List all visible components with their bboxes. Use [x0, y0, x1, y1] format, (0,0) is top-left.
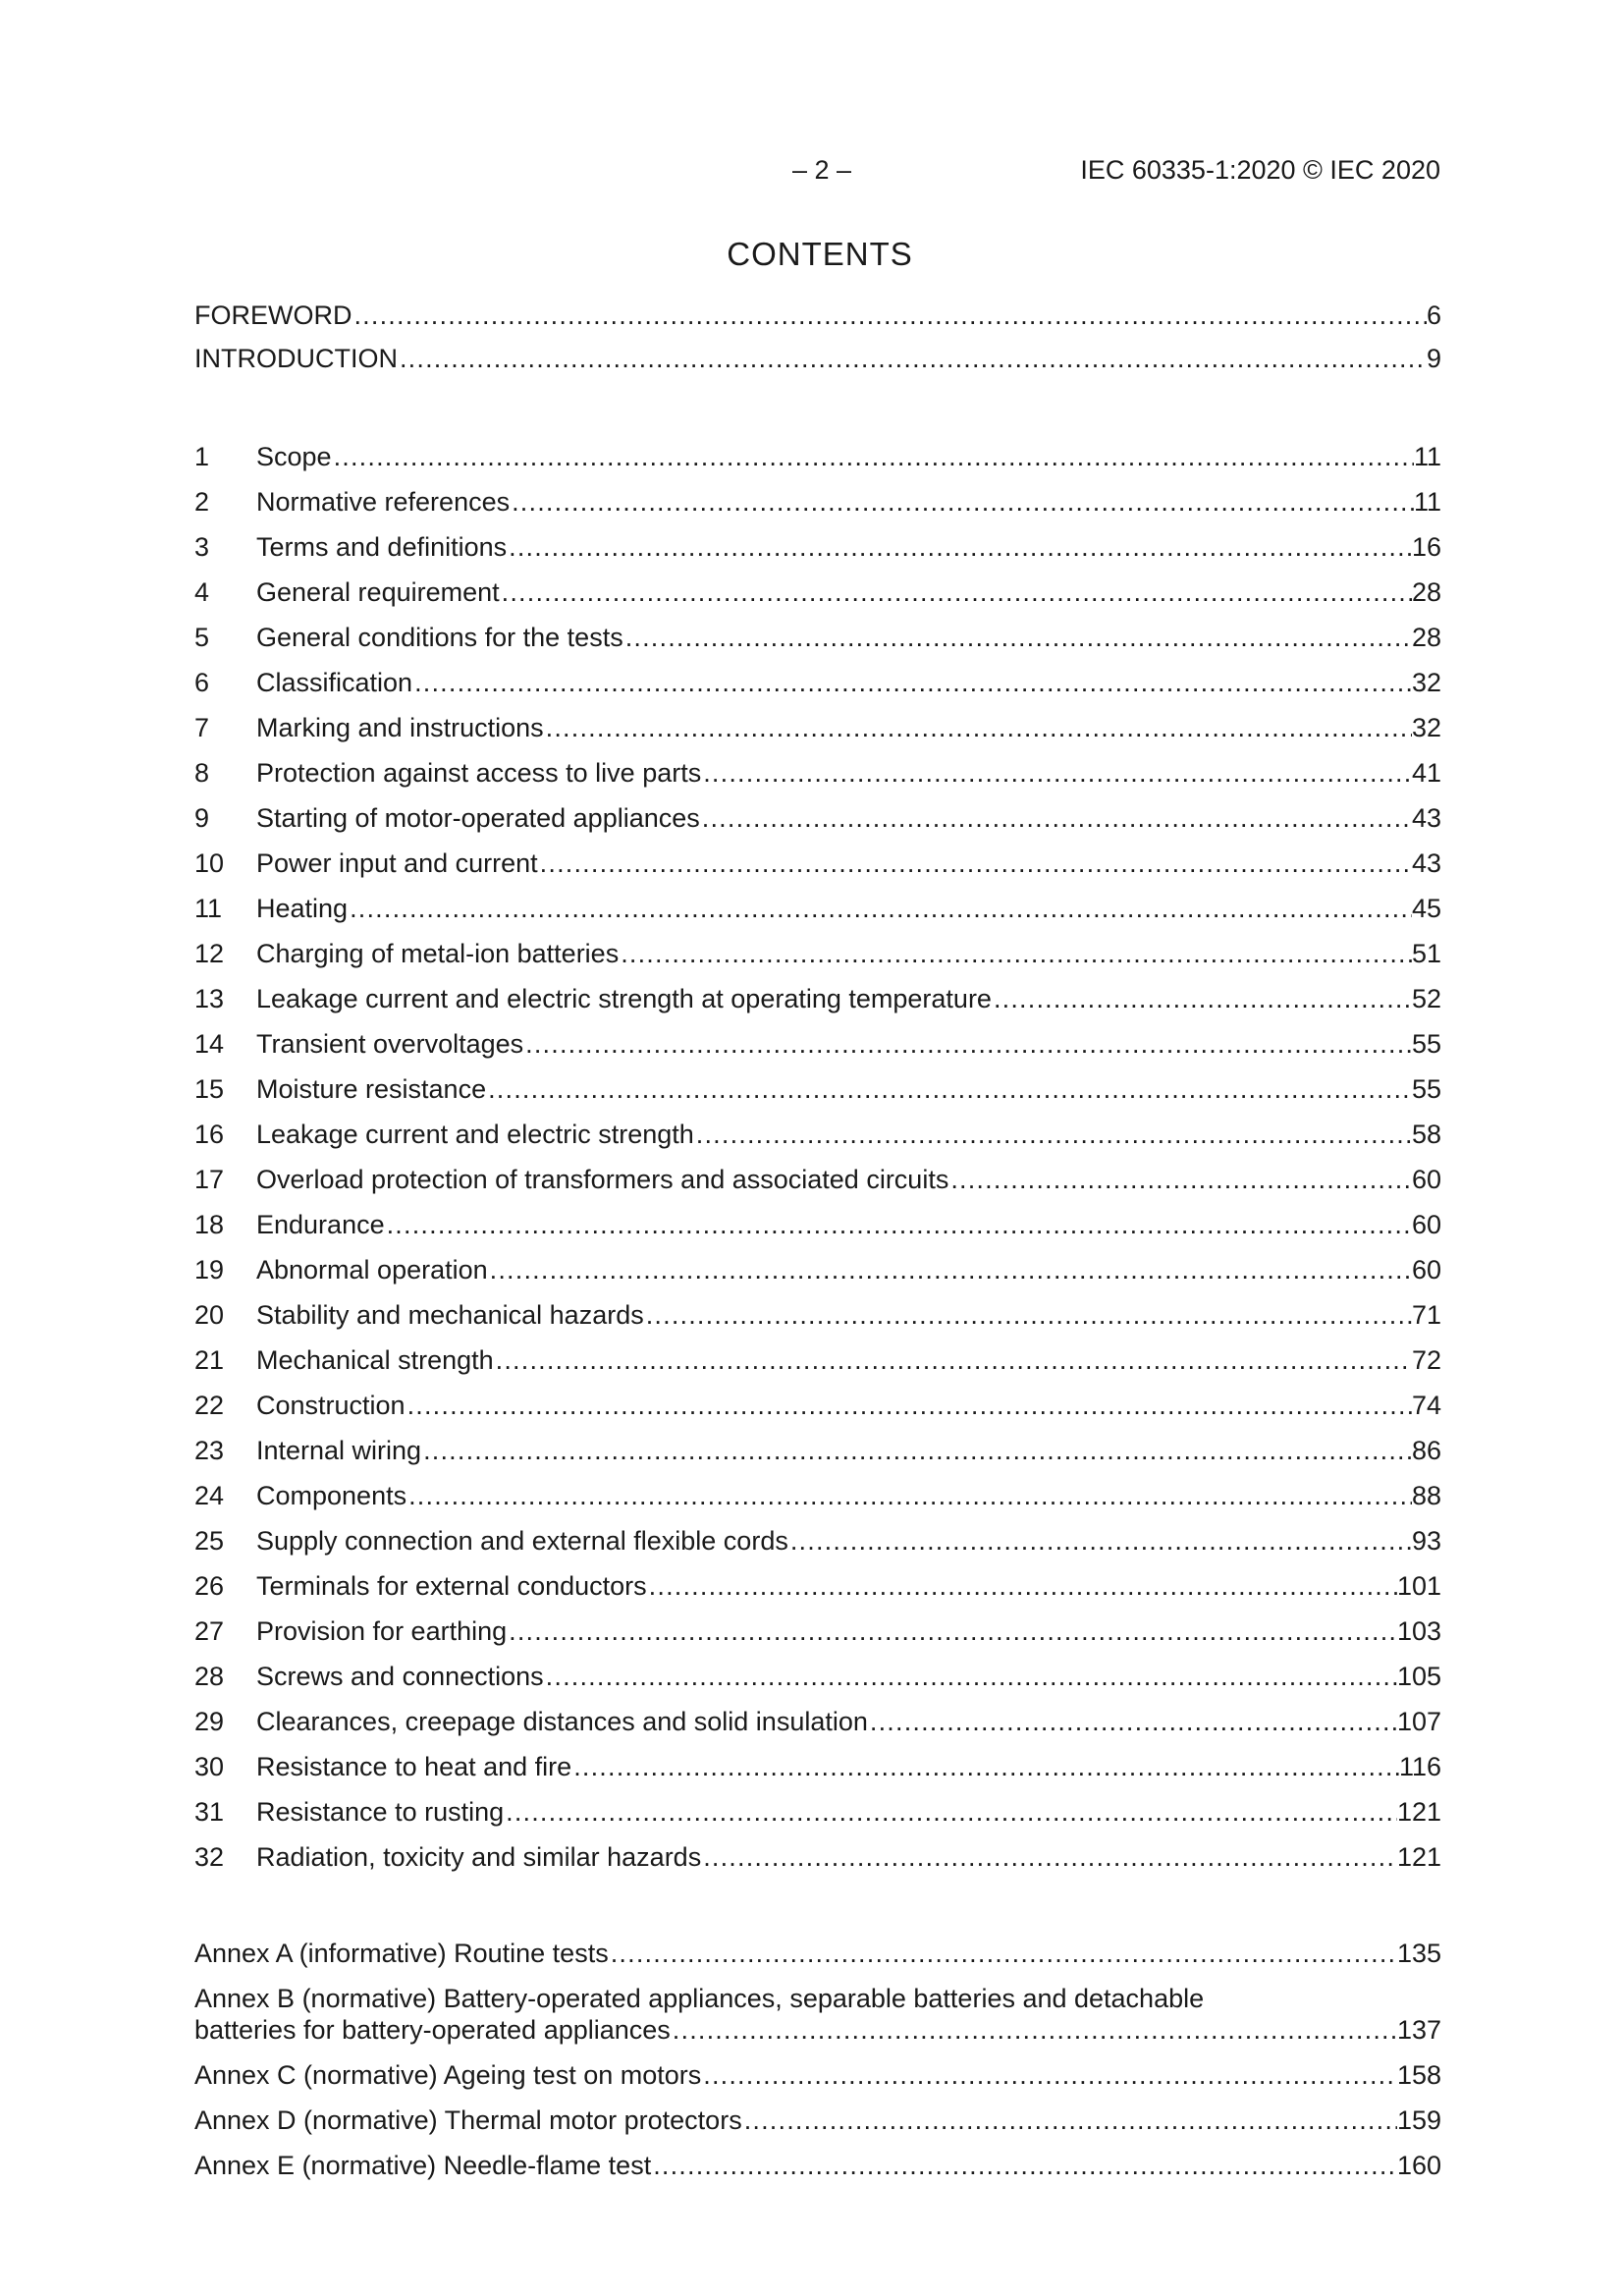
toc-entry-page: 74: [1411, 1391, 1441, 1420]
toc-entry-page: 28: [1411, 623, 1441, 652]
toc-entry-clause[interactable]: [194, 440, 1441, 473]
toc-entry-annex-b[interactable]: [194, 1982, 1441, 2047]
toc-entry-page: 45: [1411, 894, 1441, 923]
toc-entry-title: Leakage current and electric strength at operating temperature: [256, 984, 992, 1013]
toc-entry-number: 5: [194, 623, 210, 652]
toc-entry-number: 19: [194, 1255, 225, 1285]
toc-entry-title: Normative references: [256, 487, 511, 517]
toc-entry-clause[interactable]: [194, 847, 1441, 880]
toc-entry-title: Internal wiring: [256, 1436, 422, 1465]
dot-leader: [544, 1660, 1397, 1693]
toc-entry-page: 52: [1411, 984, 1441, 1013]
dot-leader: [406, 1479, 1412, 1512]
toc-entry-page: 159: [1396, 2105, 1441, 2135]
toc-entry-number: 11: [194, 894, 223, 923]
toc-entry-title: Classification: [256, 668, 413, 697]
dot-leader: [671, 2013, 1397, 2047]
toc-entry-number: 14: [194, 1029, 225, 1059]
toc-entry-title: Transient overvoltages: [256, 1029, 524, 1059]
dot-leader: [500, 575, 1412, 609]
toc-entry-number: 3: [194, 532, 210, 562]
toc-entry-title: Charging of metal-ion batteries: [256, 939, 620, 968]
dot-leader: [494, 1343, 1412, 1377]
toc-entry-number: 7: [194, 713, 210, 742]
dot-leader: [701, 756, 1412, 790]
toc-entry-page: 105: [1396, 1662, 1441, 1691]
toc-entry-title: Scope: [256, 442, 332, 471]
toc-entry-page: 28: [1411, 577, 1441, 607]
toc-entry-number: 9: [194, 803, 210, 833]
toc-entry-page: 107: [1396, 1707, 1441, 1736]
toc-entry-annex-c[interactable]: [194, 2058, 1441, 2092]
dot-leader: [421, 1434, 1412, 1467]
dot-leader: [488, 1253, 1412, 1286]
toc-entry-page: 9: [1426, 344, 1441, 373]
toc-entry-page: 32: [1411, 668, 1441, 697]
dot-leader: [406, 1389, 1412, 1422]
toc-entry-clause[interactable]: [194, 1660, 1441, 1693]
toc-entry-clause[interactable]: [194, 1795, 1441, 1829]
toc-entry-clause[interactable]: [194, 621, 1441, 654]
toc-entry-number: 28: [194, 1662, 225, 1691]
toc-entry-title: FOREWORD: [194, 301, 352, 330]
toc-entry-page: 103: [1396, 1616, 1441, 1646]
toc-entry-clause[interactable]: [194, 1343, 1441, 1377]
toc-entry-title: Terms and definitions: [256, 532, 508, 562]
toc-entry-page: 41: [1411, 758, 1441, 788]
toc-entry-clause[interactable]: [194, 711, 1441, 744]
toc-entry-clause[interactable]: [194, 666, 1441, 699]
toc-entry-clause[interactable]: [194, 892, 1441, 925]
toc-entry-clause[interactable]: [194, 982, 1441, 1015]
toc-entry-introduction[interactable]: [194, 342, 1441, 375]
toc-entry-number: 2: [194, 487, 210, 517]
dot-leader: [398, 342, 1427, 375]
toc-entry-clause[interactable]: [194, 1118, 1441, 1151]
dot-leader: [538, 847, 1412, 880]
toc-entry-title: Radiation, toxicity and similar hazards: [256, 1842, 702, 1872]
toc-entry-clause[interactable]: [194, 1614, 1441, 1648]
dot-leader: [701, 1840, 1397, 1874]
toc-entry-clause[interactable]: [194, 1479, 1441, 1512]
dot-leader: [647, 1569, 1397, 1603]
toc-entry-title: Terminals for external conductors: [256, 1571, 647, 1601]
toc-entry-title: Annex C (normative) Ageing test on motors: [194, 2060, 702, 2090]
toc-entry-page: 71: [1411, 1300, 1441, 1330]
toc-entry-page: 58: [1411, 1120, 1441, 1149]
toc-entry-title: Protection against access to live parts: [256, 758, 702, 788]
toc-entry-clause[interactable]: [194, 530, 1441, 564]
toc-entry-clause[interactable]: [194, 1524, 1441, 1558]
toc-entry-title: Power input and current: [256, 848, 538, 878]
dot-leader: [507, 1614, 1397, 1648]
toc-entry-clause[interactable]: [194, 1027, 1441, 1061]
toc-entry-title: Provision for earthing: [256, 1616, 508, 1646]
toc-entry-title: Resistance to heat and fire: [256, 1752, 572, 1781]
dot-leader: [644, 1298, 1412, 1332]
dot-leader: [412, 666, 1412, 699]
toc-entry-number: 25: [194, 1526, 225, 1556]
toc-entry-number: 16: [194, 1120, 225, 1149]
dot-leader: [651, 2149, 1397, 2182]
document-identifier: IEC 60335-1:2020 © IEC 2020: [1080, 155, 1440, 185]
dot-leader: [385, 1208, 1412, 1241]
toc-entry-number: 30: [194, 1752, 225, 1781]
toc-entry-page: 55: [1411, 1074, 1441, 1104]
dot-leader: [523, 1027, 1412, 1061]
toc-entry-title: General requirement: [256, 577, 500, 607]
toc-entry-number: 15: [194, 1074, 225, 1104]
toc-entry-clause[interactable]: [194, 1434, 1441, 1467]
toc-entry-page: 121: [1396, 1797, 1441, 1827]
toc-entry-title: Screws and connections: [256, 1662, 544, 1691]
toc-entry-page: 88: [1411, 1481, 1441, 1510]
contents-heading: CONTENTS: [727, 236, 913, 272]
toc-entry-number: 10: [194, 848, 225, 878]
dot-leader: [348, 892, 1412, 925]
toc-entry-annex-e[interactable]: [194, 2149, 1441, 2182]
toc-entry-number: 27: [194, 1616, 225, 1646]
toc-entry-title: Endurance: [256, 1210, 385, 1239]
toc-entry-page: 51: [1411, 939, 1441, 968]
toc-entry-page: 43: [1411, 803, 1441, 833]
toc-entry-page: 6: [1426, 301, 1441, 330]
dot-leader: [701, 2058, 1397, 2092]
toc-entry-title: Components: [256, 1481, 407, 1510]
toc-entry-clause[interactable]: [194, 1389, 1441, 1422]
dot-leader: [700, 801, 1412, 835]
dot-leader: [352, 299, 1426, 332]
toc-entry-page: 60: [1411, 1255, 1441, 1285]
toc-entry-page: 137: [1396, 2015, 1441, 2045]
toc-entry-page: 11: [1413, 487, 1441, 517]
toc-entry-page: 55: [1411, 1029, 1441, 1059]
toc-entry-title: Marking and instructions: [256, 713, 544, 742]
toc-entry-foreword[interactable]: [194, 299, 1441, 332]
toc-entry-title: Stability and mechanical hazards: [256, 1300, 644, 1330]
page-number: – 2 –: [791, 155, 852, 185]
toc-entry-title: Moisture resistance: [256, 1074, 487, 1104]
toc-entry-number: 23: [194, 1436, 225, 1465]
dot-leader: [948, 1163, 1412, 1196]
toc-entry-title: Annex D (normative) Thermal motor protectors: [194, 2105, 742, 2135]
toc-entry-clause[interactable]: [194, 1705, 1441, 1738]
toc-entry-page: 11: [1413, 442, 1441, 471]
toc-entry-clause[interactable]: [194, 801, 1441, 835]
toc-entry-clause[interactable]: [194, 1208, 1441, 1241]
toc-entry-number: 8: [194, 758, 210, 788]
toc-entry-title: Annex A (informative) Routine tests: [194, 1939, 609, 1968]
toc-entry-title: Clearances, creepage distances and solid insulation: [256, 1707, 868, 1736]
toc-entry-annex-d[interactable]: [194, 2104, 1441, 2137]
toc-entry-title: Overload protection of transformers and associated circuits: [256, 1165, 949, 1194]
toc-entry-clause[interactable]: [194, 1298, 1441, 1332]
toc-entry-page: 60: [1411, 1165, 1441, 1194]
toc-entry-page: 16: [1411, 532, 1441, 562]
dot-leader: [609, 1937, 1397, 1970]
toc-entry-page: 160: [1396, 2151, 1441, 2180]
toc-entry-page: 101: [1396, 1571, 1441, 1601]
toc-entry-number: 32: [194, 1842, 225, 1872]
toc-entry-page: 60: [1411, 1210, 1441, 1239]
toc-entry-clause[interactable]: [194, 1163, 1441, 1196]
toc-entry-number: 4: [194, 577, 210, 607]
toc-entry-page: 93: [1411, 1526, 1441, 1556]
toc-entry-number: 13: [194, 984, 225, 1013]
toc-entry-title: General conditions for the tests: [256, 623, 623, 652]
toc-entry-number: 17: [194, 1165, 225, 1194]
toc-entry-number: 22: [194, 1391, 225, 1420]
dot-leader: [486, 1072, 1412, 1106]
toc-entry-number: 31: [194, 1797, 225, 1827]
toc-entry-title: Starting of motor-operated appliances: [256, 803, 700, 833]
toc-entry-clause[interactable]: [194, 485, 1441, 519]
dot-leader: [619, 937, 1412, 970]
toc-entry-title: Mechanical strength: [256, 1345, 494, 1375]
dot-leader: [742, 2104, 1397, 2137]
dot-leader: [992, 982, 1412, 1015]
toc-entry-title: Leakage current and electric strength: [256, 1120, 694, 1149]
toc-entry-number: 24: [194, 1481, 225, 1510]
dot-leader: [510, 485, 1414, 519]
toc-entry-clause[interactable]: [194, 937, 1441, 970]
dot-leader: [544, 711, 1412, 744]
toc-entry-annex-a[interactable]: [194, 1937, 1441, 1970]
toc-entry-title-line-1: Annex B (normative) Battery-operated appliances, separable batteries and detachable: [194, 1984, 1205, 2013]
toc-entry-title-line-2: batteries for battery-operated appliances: [194, 2015, 671, 2045]
toc-entry-clause[interactable]: [194, 756, 1441, 790]
toc-entry-number: 12: [194, 939, 225, 968]
toc-entry-number: 6: [194, 668, 210, 697]
toc-entry-page: 121: [1396, 1842, 1441, 1872]
toc-entry-title: Supply connection and external flexible cords: [256, 1526, 788, 1556]
dot-leader: [623, 621, 1412, 654]
toc-entry-number: 18: [194, 1210, 225, 1239]
toc-entry-page: 32: [1411, 713, 1441, 742]
toc-entry-clause[interactable]: [194, 1072, 1441, 1106]
toc-entry-title: Abnormal operation: [256, 1255, 488, 1285]
toc-entry-clause[interactable]: [194, 1840, 1441, 1874]
dot-leader: [507, 530, 1412, 564]
toc-entry-clause[interactable]: [194, 1253, 1441, 1286]
toc-entry-page: 158: [1396, 2060, 1441, 2090]
toc-entry-title: Heating: [256, 894, 349, 923]
toc-entry-page: 86: [1411, 1436, 1441, 1465]
dot-leader: [571, 1750, 1399, 1783]
toc-entry-number: 20: [194, 1300, 225, 1330]
toc-entry-number: 26: [194, 1571, 225, 1601]
dot-leader: [504, 1795, 1397, 1829]
toc-entry-clause[interactable]: [194, 1750, 1441, 1783]
toc-entry-title: INTRODUCTION: [194, 344, 398, 373]
toc-entry-page: 135: [1396, 1939, 1441, 1968]
toc-entry-title: Annex E (normative) Needle-flame test: [194, 2151, 652, 2180]
toc-entry-clause[interactable]: [194, 575, 1441, 609]
toc-entry-page: 116: [1398, 1752, 1441, 1781]
toc-entry-number: 21: [194, 1345, 225, 1375]
dot-leader: [788, 1524, 1412, 1558]
toc-entry-clause[interactable]: [194, 1569, 1441, 1603]
toc-entry-page: 72: [1411, 1345, 1441, 1375]
toc-entry-title: Resistance to rusting: [256, 1797, 505, 1827]
toc-entry-page: 43: [1411, 848, 1441, 878]
dot-leader: [868, 1705, 1397, 1738]
toc-entry-number: 1: [194, 442, 210, 471]
toc-entry-title: Construction: [256, 1391, 406, 1420]
toc-entry-number: 29: [194, 1707, 225, 1736]
dot-leader: [332, 440, 1414, 473]
dot-leader: [694, 1118, 1412, 1151]
